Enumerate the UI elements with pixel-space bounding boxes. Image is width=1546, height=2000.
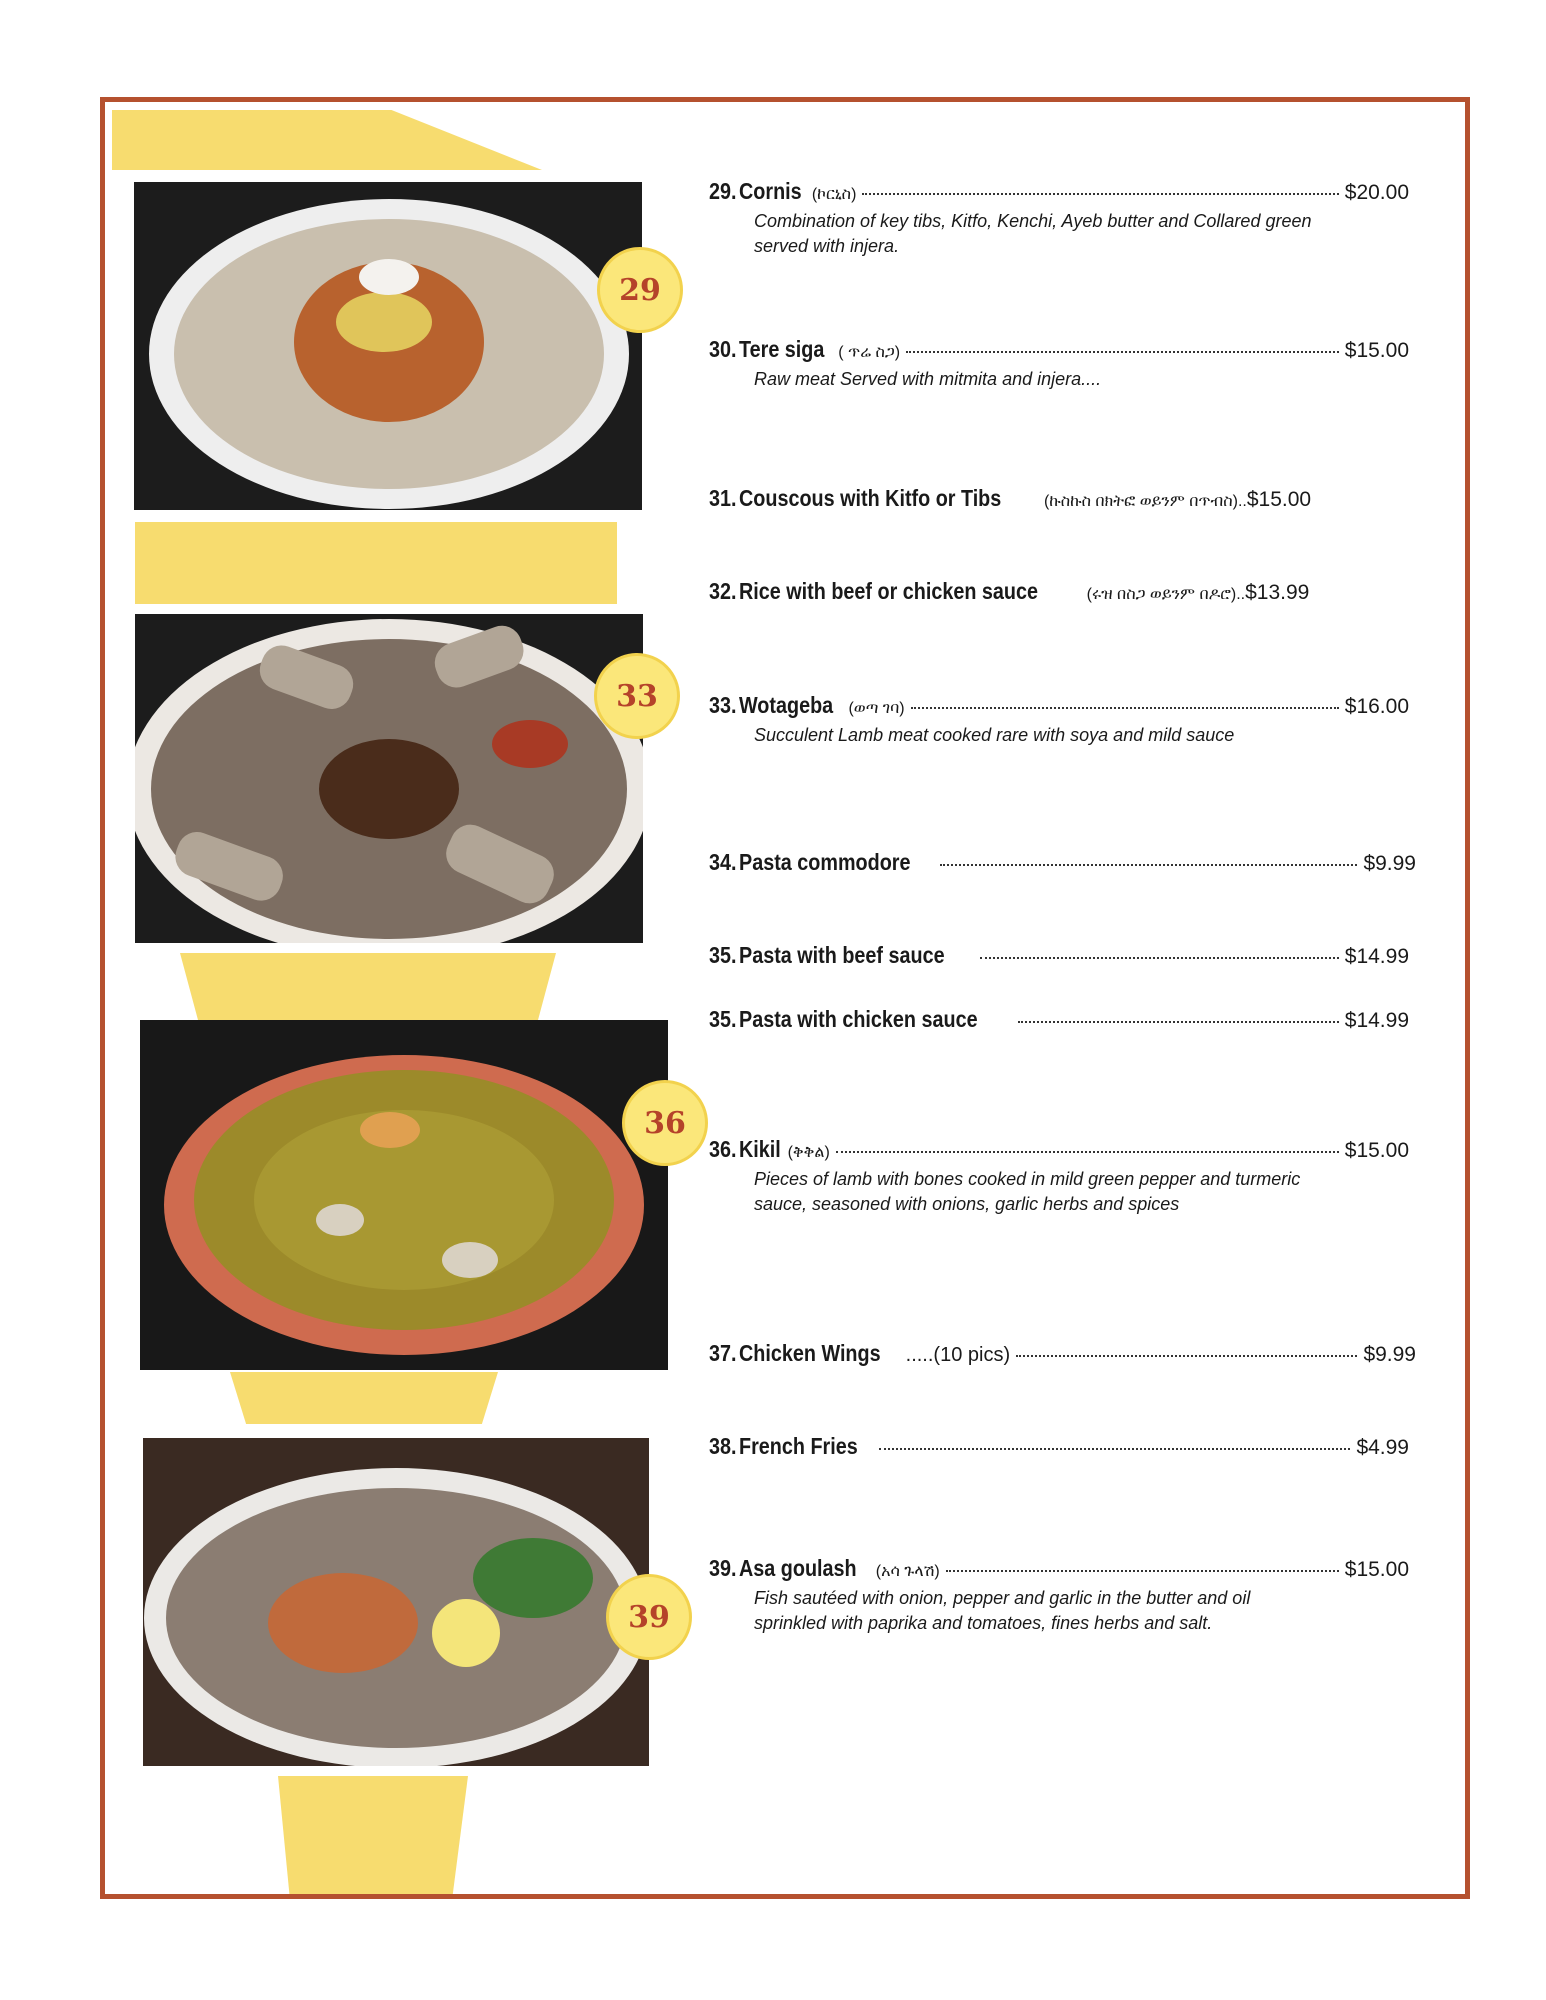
- cornis-plate-image: [134, 182, 642, 510]
- menu-item-couscous: [709, 485, 1409, 512]
- item-number: 30.: [709, 336, 737, 362]
- kikil-bowl-image: [140, 1020, 668, 1370]
- asa-goulash-plate-image: [143, 1438, 649, 1766]
- item-price: $15.00: [1344, 1139, 1409, 1162]
- item-price: $20.00: [1344, 181, 1409, 204]
- item-amharic-name: (ኮርኒስ): [811, 186, 857, 203]
- badge-29: 29: [597, 247, 683, 333]
- item-number: 39.: [709, 1555, 737, 1581]
- item-price: $16.00: [1344, 695, 1409, 718]
- item-price: $14.99: [1344, 945, 1409, 968]
- item-price: $14.99: [1344, 1009, 1409, 1032]
- decor-stripe: [135, 522, 617, 604]
- item-number: 38.: [709, 1433, 737, 1459]
- item-description: Pieces of lamb with bones cooked in mild green pepper and turmeric sauce, seasoned with onions, garlic herbs and spices: [754, 1169, 1301, 1214]
- item-name: Pasta with chicken sauce: [738, 1006, 978, 1032]
- item-name: French Fries: [738, 1433, 858, 1459]
- item-number: 32.: [709, 578, 737, 604]
- item-name: Tere siga: [738, 336, 825, 362]
- dot-leader: [836, 1151, 1339, 1153]
- item-name: Pasta commodore: [738, 849, 911, 875]
- decor-stripe: [278, 1776, 468, 1894]
- dish-photo-wotageba: [135, 614, 643, 943]
- dot-leader: [906, 351, 1339, 353]
- item-amharic-name: (አሳ ጉላሽ): [875, 1563, 940, 1580]
- menu-item-asa-goulash: [709, 1555, 1409, 1636]
- badge-39: 39: [606, 1574, 692, 1660]
- item-number: 33.: [709, 692, 737, 718]
- item-number: 35.: [709, 942, 737, 968]
- decor-stripe: [230, 1372, 498, 1424]
- menu-item-pasta-beef: [709, 942, 1409, 969]
- dot-leader: [911, 707, 1339, 709]
- item-quantity-note: .....(10 pics): [905, 1344, 1011, 1366]
- item-amharic-name: (ኩስኩስ በክትፎ ወይንም በጥብስ)..: [1043, 493, 1247, 510]
- dot-leader: [862, 193, 1338, 195]
- item-description: Raw meat Served with mitmita and injera....: [754, 369, 1102, 389]
- menu-item-pasta-chicken: [709, 1006, 1409, 1033]
- item-name: Kikil: [738, 1136, 781, 1162]
- dish-photo-cornis: [134, 182, 642, 510]
- item-name: Rice with beef or chicken sauce: [738, 578, 1038, 604]
- item-name: Cornis: [738, 178, 802, 204]
- dot-leader: [980, 957, 1339, 959]
- item-description: Fish sautéed with onion, pepper and garlic in the butter and oil sprinkled with paprika and tomatoes, fines herbs and salt.: [754, 1588, 1251, 1633]
- item-number: 37.: [709, 1340, 737, 1366]
- item-name: Pasta with beef sauce: [738, 942, 945, 968]
- menu-item-kikil: [709, 1136, 1409, 1217]
- dish-photo-kikil: [140, 1020, 668, 1370]
- dot-leader: [1018, 1021, 1338, 1023]
- item-number: 29.: [709, 178, 737, 204]
- item-price: $15.00: [1344, 1558, 1409, 1581]
- menu-item-chicken-wings: [709, 1340, 1416, 1367]
- item-amharic-name: (ሩዝ በስጋ ወይንም በዶሮ)..: [1086, 586, 1246, 603]
- item-description: Combination of key tibs, Kitfo, Kenchi, Ayeb butter and Collared green served with injera.: [754, 211, 1312, 256]
- item-name: Chicken Wings: [738, 1340, 881, 1366]
- item-price: $15.00: [1246, 488, 1312, 511]
- item-amharic-name: (ቅቅል): [787, 1144, 830, 1161]
- item-description: Succulent Lamb meat cooked rare with soya and mild sauce: [754, 725, 1235, 745]
- item-name: Wotageba: [738, 692, 834, 718]
- dot-leader: [940, 864, 1357, 866]
- badge-33: 33: [594, 653, 680, 739]
- dish-photo-asa-goulash: [143, 1438, 649, 1766]
- dot-leader: [1016, 1355, 1357, 1357]
- item-amharic-name: ( ጥሬ ስጋ): [838, 344, 901, 361]
- menu-item-wotageba: [709, 692, 1409, 748]
- wotageba-plate-image: [135, 614, 643, 943]
- dot-leader: [879, 1448, 1350, 1450]
- item-price: $9.99: [1363, 852, 1416, 875]
- item-price: $4.99: [1356, 1436, 1409, 1459]
- menu-item-tere-siga: [709, 336, 1409, 392]
- item-number: 36.: [709, 1136, 737, 1162]
- badge-36: 36: [622, 1080, 708, 1166]
- item-price: $13.99: [1245, 581, 1310, 604]
- item-price: $9.99: [1363, 1343, 1416, 1366]
- menu-item-pasta-commodore: [709, 849, 1416, 876]
- decor-stripe: [180, 953, 556, 1023]
- item-amharic-name: (ወጣ ገባ): [848, 700, 905, 717]
- dot-leader: [946, 1570, 1339, 1572]
- menu-item-french-fries: [709, 1433, 1409, 1460]
- menu-item-cornis: [709, 178, 1409, 259]
- item-price: $15.00: [1344, 339, 1409, 362]
- item-name: Couscous with Kitfo or Tibs: [738, 485, 1002, 511]
- item-number: 34.: [709, 849, 737, 875]
- item-name: Asa goulash: [738, 1555, 857, 1581]
- menu-item-rice: [709, 578, 1409, 605]
- item-number: 35.: [709, 1006, 737, 1032]
- item-number: 31.: [709, 485, 737, 511]
